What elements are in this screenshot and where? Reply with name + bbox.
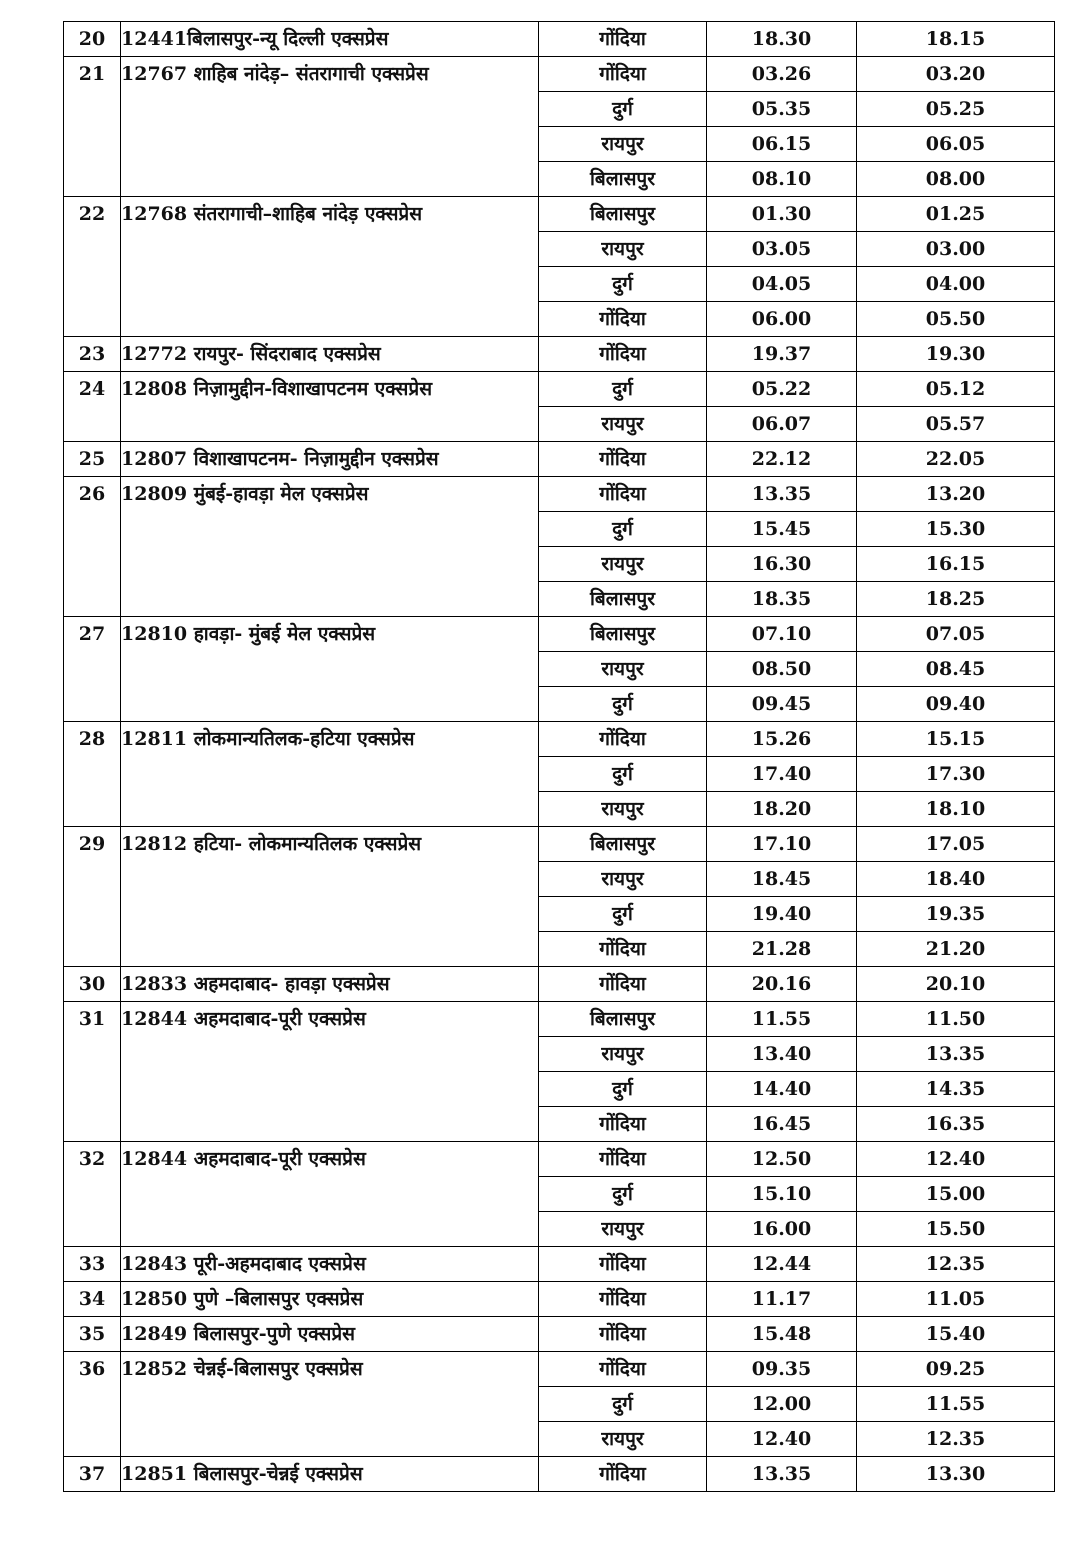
station-cell: गोंदिया xyxy=(539,1282,707,1317)
arrival-time-cell: 04.05 xyxy=(707,267,857,302)
table-row xyxy=(64,1317,1055,1352)
station-cell: बिलासपुर xyxy=(539,582,707,617)
departure-time-cell: 09.40 xyxy=(857,687,1055,722)
table-row xyxy=(64,477,1055,512)
departure-time-cell: 03.00 xyxy=(857,232,1055,267)
arrival-time-cell: 12.00 xyxy=(707,1387,857,1422)
table-row xyxy=(64,722,1055,757)
departure-time-cell: 07.05 xyxy=(857,617,1055,652)
arrival-time-cell: 06.07 xyxy=(707,407,857,442)
arrival-time-cell: 09.35 xyxy=(707,1352,857,1387)
station-cell: रायपुर xyxy=(539,1212,707,1247)
arrival-time-cell: 12.40 xyxy=(707,1422,857,1457)
arrival-time-cell: 13.35 xyxy=(707,1457,857,1492)
departure-time-cell: 16.35 xyxy=(857,1107,1055,1142)
station-cell: दुर्ग xyxy=(539,687,707,722)
arrival-time-cell: 21.28 xyxy=(707,932,857,967)
station-cell: रायपुर xyxy=(539,1422,707,1457)
serial-number-cell: 21 xyxy=(64,57,121,197)
departure-time-cell: 15.40 xyxy=(857,1317,1055,1352)
departure-time-cell: 15.00 xyxy=(857,1177,1055,1212)
table-row xyxy=(64,1142,1055,1177)
station-cell: गोंदिया xyxy=(539,57,707,92)
departure-time-cell: 15.30 xyxy=(857,512,1055,547)
departure-time-cell: 01.25 xyxy=(857,197,1055,232)
serial-number-cell: 34 xyxy=(64,1282,121,1317)
station-cell: रायपुर xyxy=(539,547,707,582)
departure-time-cell: 05.12 xyxy=(857,372,1055,407)
table-row xyxy=(64,1352,1055,1387)
train-name-cell: 12844 अहमदाबाद-पूरी एक्सप्रेस xyxy=(121,1142,539,1247)
station-cell: रायपुर xyxy=(539,407,707,442)
train-name-cell: 12850 पुणे –बिलासपुर एक्सप्रेस xyxy=(121,1282,539,1317)
arrival-time-cell: 01.30 xyxy=(707,197,857,232)
departure-time-cell: 12.35 xyxy=(857,1422,1055,1457)
train-name-cell: 12843 पूरी-अहमदाबाद एक्सप्रेस xyxy=(121,1247,539,1282)
departure-time-cell: 19.35 xyxy=(857,897,1055,932)
table-row xyxy=(64,1282,1055,1317)
station-cell: गोंदिया xyxy=(539,722,707,757)
station-cell: रायपुर xyxy=(539,862,707,897)
table-row xyxy=(64,372,1055,407)
departure-time-cell: 13.35 xyxy=(857,1037,1055,1072)
arrival-time-cell: 03.05 xyxy=(707,232,857,267)
departure-time-cell: 14.35 xyxy=(857,1072,1055,1107)
serial-number-cell: 31 xyxy=(64,1002,121,1142)
departure-time-cell: 18.25 xyxy=(857,582,1055,617)
departure-time-cell: 20.10 xyxy=(857,967,1055,1002)
departure-time-cell: 15.15 xyxy=(857,722,1055,757)
train-name-cell: 12811 लोकमान्यतिलक-हटिया एक्सप्रेस xyxy=(121,722,539,827)
train-name-cell: 12844 अहमदाबाद-पूरी एक्सप्रेस xyxy=(121,1002,539,1142)
table-row xyxy=(64,337,1055,372)
arrival-time-cell: 22.12 xyxy=(707,442,857,477)
table-row xyxy=(64,1247,1055,1282)
arrival-time-cell: 11.55 xyxy=(707,1002,857,1037)
departure-time-cell: 09.25 xyxy=(857,1352,1055,1387)
station-cell: गोंदिया xyxy=(539,1107,707,1142)
station-cell: रायपुर xyxy=(539,127,707,162)
arrival-time-cell: 15.48 xyxy=(707,1317,857,1352)
station-cell: रायपुर xyxy=(539,792,707,827)
station-cell: गोंदिया xyxy=(539,477,707,512)
station-cell: गोंदिया xyxy=(539,442,707,477)
departure-time-cell: 11.55 xyxy=(857,1387,1055,1422)
arrival-time-cell: 16.45 xyxy=(707,1107,857,1142)
departure-time-cell: 05.50 xyxy=(857,302,1055,337)
arrival-time-cell: 09.45 xyxy=(707,687,857,722)
departure-time-cell: 12.40 xyxy=(857,1142,1055,1177)
departure-time-cell: 12.35 xyxy=(857,1247,1055,1282)
table-row xyxy=(64,442,1055,477)
departure-time-cell: 03.20 xyxy=(857,57,1055,92)
station-cell: दुर्ग xyxy=(539,897,707,932)
station-cell: दुर्ग xyxy=(539,372,707,407)
serial-number-cell: 32 xyxy=(64,1142,121,1247)
serial-number-cell: 37 xyxy=(64,1457,121,1492)
station-cell: दुर्ग xyxy=(539,92,707,127)
arrival-time-cell: 06.00 xyxy=(707,302,857,337)
arrival-time-cell: 18.20 xyxy=(707,792,857,827)
station-cell: गोंदिया xyxy=(539,932,707,967)
train-name-cell: 12852 चेन्नई-बिलासपुर एक्सप्रेस xyxy=(121,1352,539,1457)
station-cell: गोंदिया xyxy=(539,337,707,372)
arrival-time-cell: 05.35 xyxy=(707,92,857,127)
station-cell: दुर्ग xyxy=(539,757,707,792)
station-cell: गोंदिया xyxy=(539,967,707,1002)
arrival-time-cell: 05.22 xyxy=(707,372,857,407)
train-timetable xyxy=(63,21,1055,1492)
station-cell: गोंदिया xyxy=(539,22,707,57)
station-cell: गोंदिया xyxy=(539,1317,707,1352)
serial-number-cell: 36 xyxy=(64,1352,121,1457)
departure-time-cell: 22.05 xyxy=(857,442,1055,477)
departure-time-cell: 18.40 xyxy=(857,862,1055,897)
arrival-time-cell: 18.35 xyxy=(707,582,857,617)
station-cell: रायपुर xyxy=(539,232,707,267)
arrival-time-cell: 12.50 xyxy=(707,1142,857,1177)
arrival-time-cell: 08.50 xyxy=(707,652,857,687)
table-row xyxy=(64,57,1055,92)
train-name-cell: 12767 शाहिब नांदेड़– संतरागाची एक्सप्रेस xyxy=(121,57,539,197)
station-cell: दुर्ग xyxy=(539,1387,707,1422)
departure-time-cell: 18.15 xyxy=(857,22,1055,57)
station-cell: बिलासपुर xyxy=(539,1002,707,1037)
train-name-cell: 12807 विशाखापटनम- निज़ामुद्दीन एक्सप्रेस xyxy=(121,442,539,477)
arrival-time-cell: 11.17 xyxy=(707,1282,857,1317)
train-name-cell: 12772 रायपुर- सिंदराबाद एक्सप्रेस xyxy=(121,337,539,372)
train-name-cell: 12849 बिलासपुर-पुणे एक्सप्रेस xyxy=(121,1317,539,1352)
train-name-cell: 12808 निज़ामुद्दीन-विशाखापटनम एक्सप्रेस xyxy=(121,372,539,442)
station-cell: गोंदिया xyxy=(539,1142,707,1177)
departure-time-cell: 05.57 xyxy=(857,407,1055,442)
serial-number-cell: 23 xyxy=(64,337,121,372)
arrival-time-cell: 14.40 xyxy=(707,1072,857,1107)
departure-time-cell: 18.10 xyxy=(857,792,1055,827)
departure-time-cell: 17.05 xyxy=(857,827,1055,862)
station-cell: गोंदिया xyxy=(539,1352,707,1387)
arrival-time-cell: 15.45 xyxy=(707,512,857,547)
serial-number-cell: 35 xyxy=(64,1317,121,1352)
table-row xyxy=(64,827,1055,862)
serial-number-cell: 22 xyxy=(64,197,121,337)
serial-number-cell: 24 xyxy=(64,372,121,442)
departure-time-cell: 13.30 xyxy=(857,1457,1055,1492)
station-cell: गोंदिया xyxy=(539,302,707,337)
arrival-time-cell: 18.30 xyxy=(707,22,857,57)
arrival-time-cell: 07.10 xyxy=(707,617,857,652)
train-name-cell: 12810 हावड़ा- मुंबई मेल एक्सप्रेस xyxy=(121,617,539,722)
departure-time-cell: 11.05 xyxy=(857,1282,1055,1317)
departure-time-cell: 13.20 xyxy=(857,477,1055,512)
arrival-time-cell: 19.37 xyxy=(707,337,857,372)
arrival-time-cell: 19.40 xyxy=(707,897,857,932)
departure-time-cell: 04.00 xyxy=(857,267,1055,302)
timetable-body xyxy=(64,22,1055,1492)
train-name-cell: 12812 हटिया- लोकमान्यतिलक एक्सप्रेस xyxy=(121,827,539,967)
station-cell: दुर्ग xyxy=(539,512,707,547)
arrival-time-cell: 15.26 xyxy=(707,722,857,757)
serial-number-cell: 26 xyxy=(64,477,121,617)
arrival-time-cell: 13.40 xyxy=(707,1037,857,1072)
table-row xyxy=(64,197,1055,232)
arrival-time-cell: 18.45 xyxy=(707,862,857,897)
departure-time-cell: 19.30 xyxy=(857,337,1055,372)
departure-time-cell: 17.30 xyxy=(857,757,1055,792)
departure-time-cell: 16.15 xyxy=(857,547,1055,582)
arrival-time-cell: 08.10 xyxy=(707,162,857,197)
station-cell: गोंदिया xyxy=(539,1457,707,1492)
station-cell: रायपुर xyxy=(539,652,707,687)
arrival-time-cell: 20.16 xyxy=(707,967,857,1002)
station-cell: दुर्ग xyxy=(539,267,707,302)
arrival-time-cell: 15.10 xyxy=(707,1177,857,1212)
table-row xyxy=(64,967,1055,1002)
station-cell: बिलासपुर xyxy=(539,617,707,652)
serial-number-cell: 28 xyxy=(64,722,121,827)
serial-number-cell: 29 xyxy=(64,827,121,967)
arrival-time-cell: 12.44 xyxy=(707,1247,857,1282)
serial-number-cell: 33 xyxy=(64,1247,121,1282)
station-cell: दुर्ग xyxy=(539,1072,707,1107)
station-cell: बिलासपुर xyxy=(539,827,707,862)
departure-time-cell: 08.45 xyxy=(857,652,1055,687)
serial-number-cell: 27 xyxy=(64,617,121,722)
departure-time-cell: 15.50 xyxy=(857,1212,1055,1247)
table-row xyxy=(64,617,1055,652)
departure-time-cell: 11.50 xyxy=(857,1002,1055,1037)
station-cell: बिलासपुर xyxy=(539,162,707,197)
serial-number-cell: 30 xyxy=(64,967,121,1002)
departure-time-cell: 06.05 xyxy=(857,127,1055,162)
station-cell: बिलासपुर xyxy=(539,197,707,232)
departure-time-cell: 05.25 xyxy=(857,92,1055,127)
serial-number-cell: 25 xyxy=(64,442,121,477)
train-name-cell: 12851 बिलासपुर-चेन्नई एक्सप्रेस xyxy=(121,1457,539,1492)
train-name-cell: 12809 मुंबई-हावड़ा मेल एक्सप्रेस xyxy=(121,477,539,617)
station-cell: दुर्ग xyxy=(539,1177,707,1212)
arrival-time-cell: 06.15 xyxy=(707,127,857,162)
arrival-time-cell: 17.40 xyxy=(707,757,857,792)
table-row xyxy=(64,1457,1055,1492)
arrival-time-cell: 03.26 xyxy=(707,57,857,92)
station-cell: गोंदिया xyxy=(539,1247,707,1282)
table-row xyxy=(64,22,1055,57)
arrival-time-cell: 17.10 xyxy=(707,827,857,862)
train-name-cell: 12833 अहमदाबाद- हावड़ा एक्सप्रेस xyxy=(121,967,539,1002)
station-cell: रायपुर xyxy=(539,1037,707,1072)
serial-number-cell: 20 xyxy=(64,22,121,57)
departure-time-cell: 21.20 xyxy=(857,932,1055,967)
train-name-cell: 12441बिलासपुर-न्यू दिल्ली एक्सप्रेस xyxy=(121,22,539,57)
table-row xyxy=(64,1002,1055,1037)
arrival-time-cell: 16.30 xyxy=(707,547,857,582)
arrival-time-cell: 16.00 xyxy=(707,1212,857,1247)
arrival-time-cell: 13.35 xyxy=(707,477,857,512)
train-name-cell: 12768 संतरागाची–शाहिब नांदेड़ एक्सप्रेस xyxy=(121,197,539,337)
departure-time-cell: 08.00 xyxy=(857,162,1055,197)
